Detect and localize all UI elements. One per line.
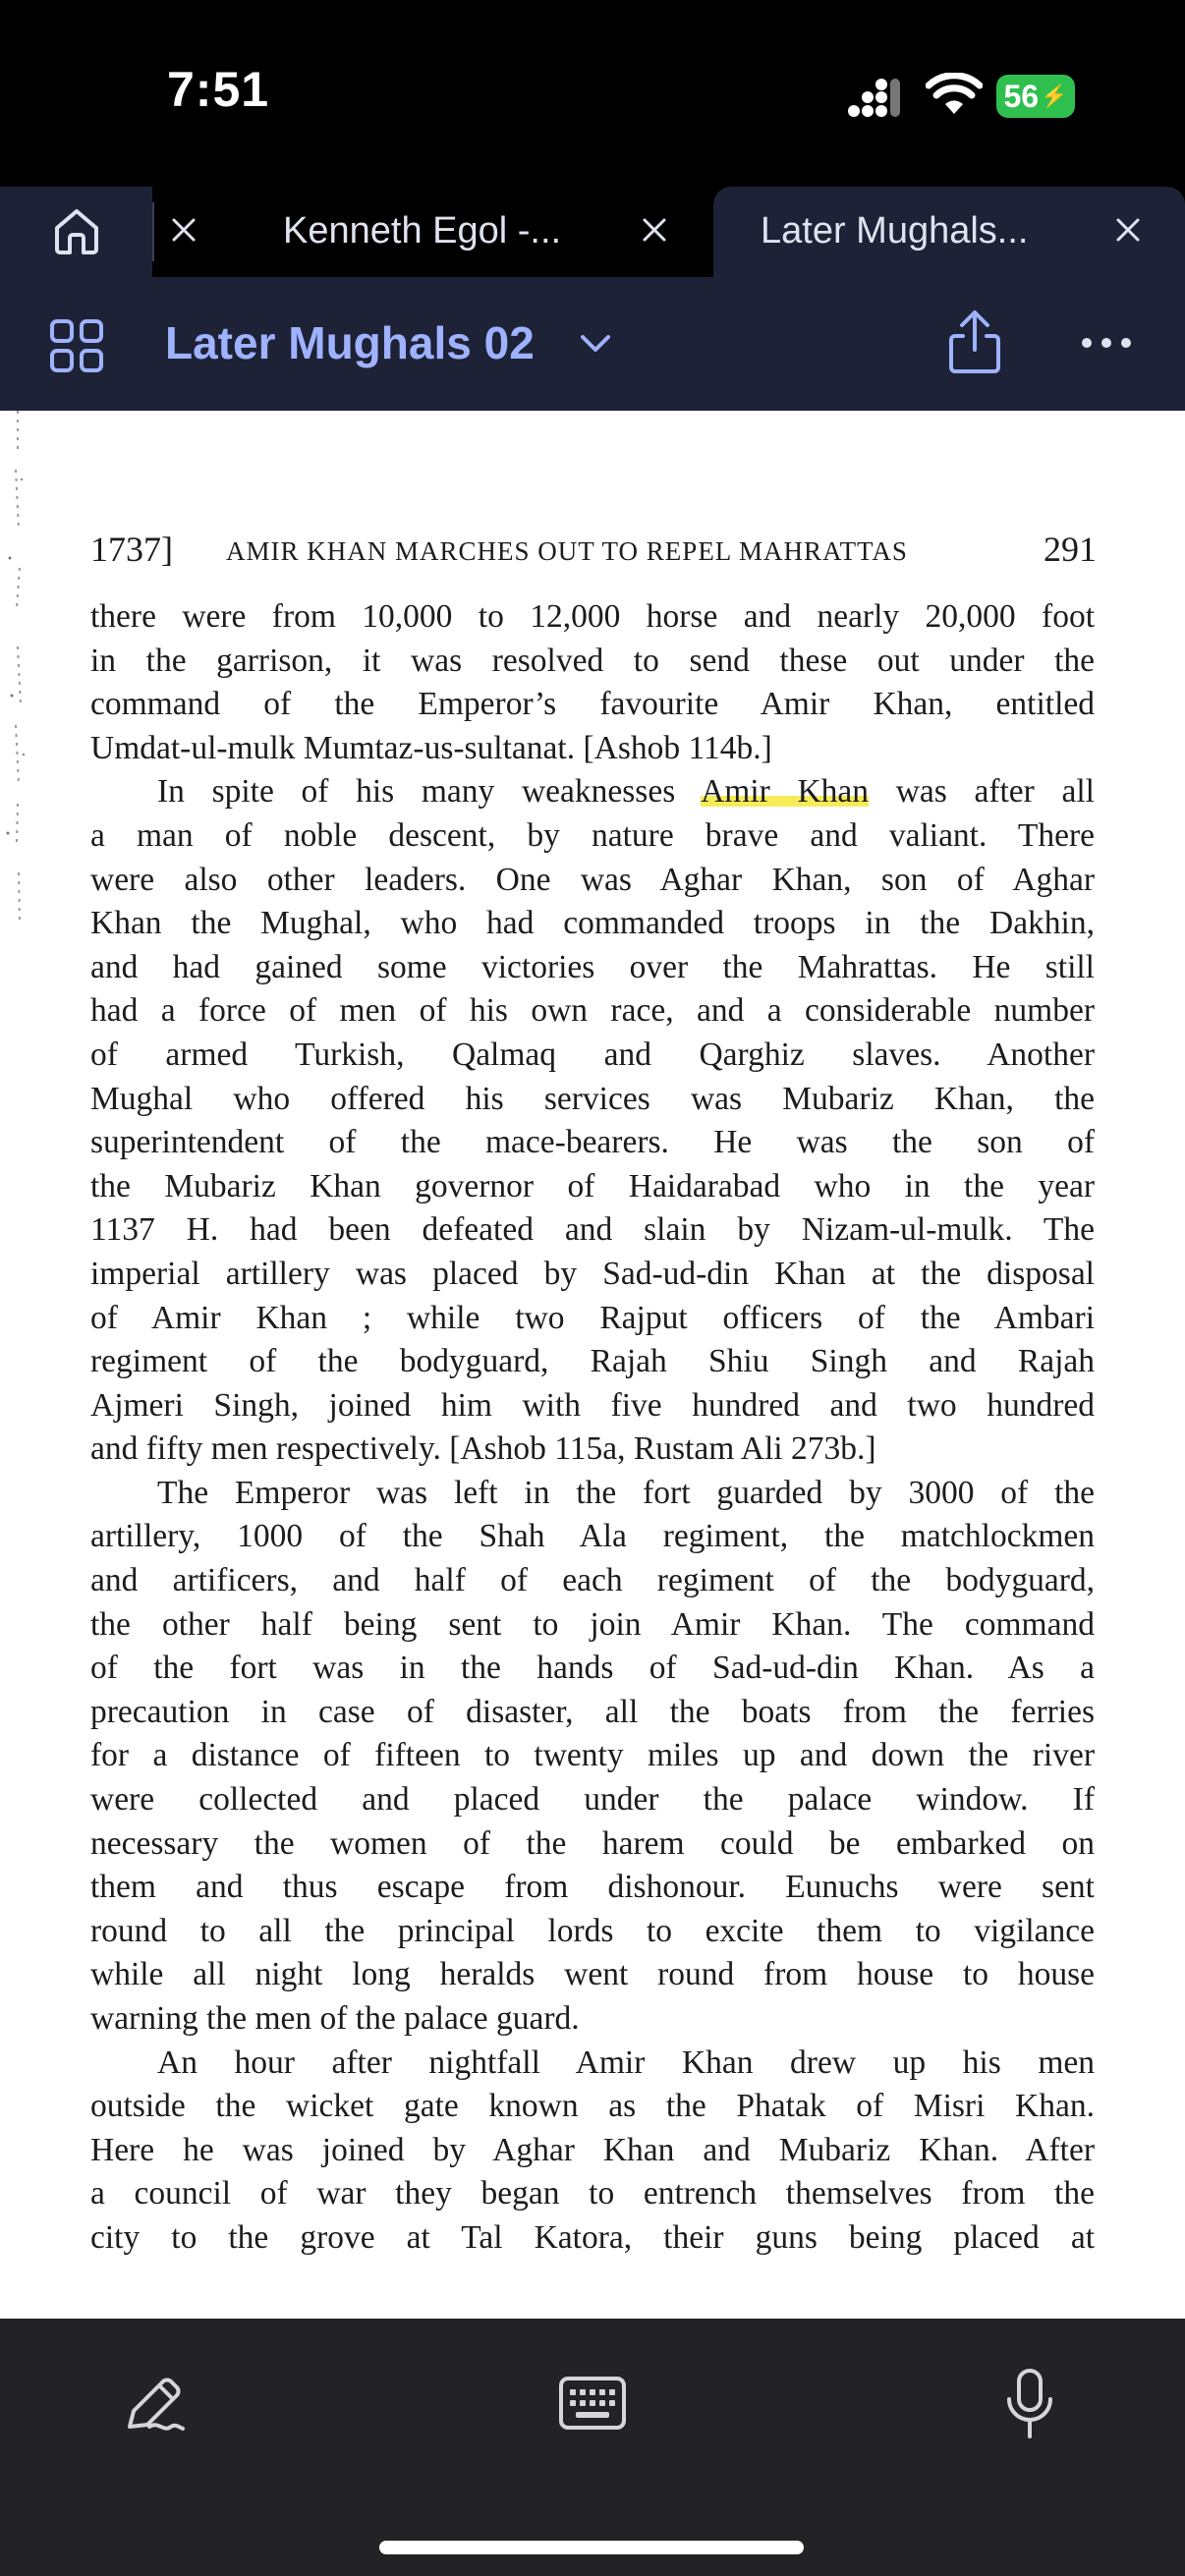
page-body-text xyxy=(90,595,1095,2261)
text-line: 1137 H. had been defeated and slain by Nizam-ul-mulk. The xyxy=(90,1211,1095,1249)
text-line: of armed Turkish, Qalmaq and Qarghiz slaves. Another xyxy=(90,1036,1095,1073)
wifi-icon xyxy=(926,73,983,116)
status-bar xyxy=(0,0,1185,187)
status-time: 7:51 xyxy=(167,62,270,117)
text-line: Here he was joined by Aghar Khan and Mubariz Khan. After xyxy=(90,2131,1095,2168)
tab-later-mughals[interactable] xyxy=(713,187,1185,277)
text-line: while all night long heralds went round from house to house xyxy=(90,1956,1095,1993)
home-indicator[interactable] xyxy=(379,2541,804,2554)
text-line: Mughal who offered his services was Mubariz Khan, the xyxy=(90,1080,1095,1117)
highlighted-text[interactable]: Amir Khan xyxy=(701,773,870,811)
text-span: was after all xyxy=(895,773,1095,811)
text-line: of the fort was in the hands of Sad-ud-din Khan. As a xyxy=(90,1650,1095,1687)
text-line: imperial artillery was placed by Sad-ud-din Khan at the disposal xyxy=(90,1255,1095,1292)
tab-kenneth-egol[interactable] xyxy=(240,187,713,277)
text-line: The Emperor was left in the fort guarded by 3000 of the xyxy=(157,1474,1095,1511)
chevron-down-icon[interactable] xyxy=(578,328,613,358)
text-line: superintendent of the mace-bearers. He was the son of xyxy=(90,1124,1095,1161)
text-line: were also other leaders. One was Aghar Khan, son of Aghar xyxy=(90,861,1095,898)
tab-divider xyxy=(152,202,154,261)
close-icon[interactable] xyxy=(633,208,676,252)
tab-bar xyxy=(0,187,1185,277)
text-line: there were from 10,000 to 12,000 horse and nearly 20,000 foot xyxy=(90,598,1095,635)
battery-charging-icon: 56 ⚡ xyxy=(996,75,1075,118)
text-line: Umdat-ul-mulk Mumtaz-us-sultanat. [Ashob 114b.] xyxy=(90,729,772,766)
document-header xyxy=(0,277,1185,411)
close-icon[interactable] xyxy=(162,208,205,252)
text-line: for a distance of fifteen to twenty miles up and down the river xyxy=(90,1737,1095,1774)
text-line: outside the wicket gate known as the Phatak of Misri Khan. xyxy=(90,2088,1095,2125)
text-line: precaution in case of disaster, all the boats from the ferries xyxy=(90,1693,1095,1730)
text-line: round to all the principal lords to excite them to vigilance xyxy=(90,1912,1095,1949)
text-line: Ajmeri Singh, joined him with five hundred and two hundred xyxy=(90,1386,1095,1424)
text-line: a council of war they began to entrench themselves from the xyxy=(90,2175,1095,2212)
battery-level: 56 xyxy=(1003,78,1040,114)
text-span: In spite of his many weaknesses xyxy=(157,773,676,811)
tab-label: Kenneth Egol -... xyxy=(283,210,562,252)
text-line: a man of noble descent, by nature brave and valiant. There xyxy=(90,816,1095,854)
text-line: regiment of the bodyguard, Rajah Shiu Singh and Rajah xyxy=(90,1343,1095,1380)
text-line: and had gained some victories over the Mahrattas. He still xyxy=(90,948,1095,985)
text-line: had a force of men of his own race, and a considerable number xyxy=(90,992,1095,1030)
more-icon[interactable] xyxy=(1079,328,1134,358)
scan-edge-artifact xyxy=(0,411,29,922)
tab-label: Later Mughals... xyxy=(761,210,1029,252)
text-line: in the garrison, it was resolved to send these out under the xyxy=(90,642,1095,679)
text-line: of Amir Khan ; while two Rajput officers of the Ambari xyxy=(90,1299,1095,1336)
pen-icon[interactable] xyxy=(120,2370,189,2438)
text-line: Khan the Mughal, who had commanded troops in the Dakhin, xyxy=(90,905,1095,942)
close-icon[interactable] xyxy=(1106,208,1150,252)
home-icon[interactable] xyxy=(51,206,102,255)
text-line: the other half being sent to join Amir Khan. The command xyxy=(90,1605,1095,1643)
text-line: artillery, 1000 of the Shah Ala regiment, the matchlockmen xyxy=(90,1518,1095,1555)
text-line: were collected and placed under the palace window. If xyxy=(90,1781,1095,1819)
running-head-year: 1737] xyxy=(90,530,173,569)
text-line: An hour after nightfall Amir Khan drew up his men xyxy=(157,2044,1095,2081)
keyboard-icon[interactable] xyxy=(558,2376,627,2431)
text-line: command of the Emperor’s favourite Amir Khan, entitled xyxy=(90,686,1095,723)
signal-icon xyxy=(847,79,902,118)
running-head-title: AMIR KHAN MARCHES OUT TO REPEL MAHRATTAS xyxy=(226,536,908,566)
text-line: necessary the women of the harem could be embarked on xyxy=(90,1824,1095,1862)
document-title[interactable]: Later Mughals 02 xyxy=(165,317,535,368)
bottom-toolbar xyxy=(0,2319,1185,2576)
share-icon[interactable] xyxy=(943,307,1006,377)
grid-icon[interactable] xyxy=(49,318,104,373)
text-line: them and thus escape from dishonour. Eunuchs were sent xyxy=(90,1869,1095,1906)
text-line: city to the grove at Tal Katora, their guns being placed at xyxy=(90,2218,1095,2256)
microphone-icon[interactable] xyxy=(1004,2368,1055,2440)
page-number: 291 xyxy=(1044,530,1097,569)
text-line: and artificers, and half of each regiment of the bodyguard, xyxy=(90,1562,1095,1599)
text-line: warning the men of the palace guard. xyxy=(90,2000,580,2037)
document-page[interactable] xyxy=(0,411,1185,2319)
home-tab[interactable] xyxy=(0,187,152,277)
text-line: the Mubariz Khan governor of Haidarabad who in the year xyxy=(90,1167,1095,1204)
text-line-highlighted xyxy=(90,770,1095,814)
text-line: and fifty men respectively. [Ashob 115a, Rustam Ali 273b.] xyxy=(90,1430,876,1468)
running-head xyxy=(90,529,1097,574)
